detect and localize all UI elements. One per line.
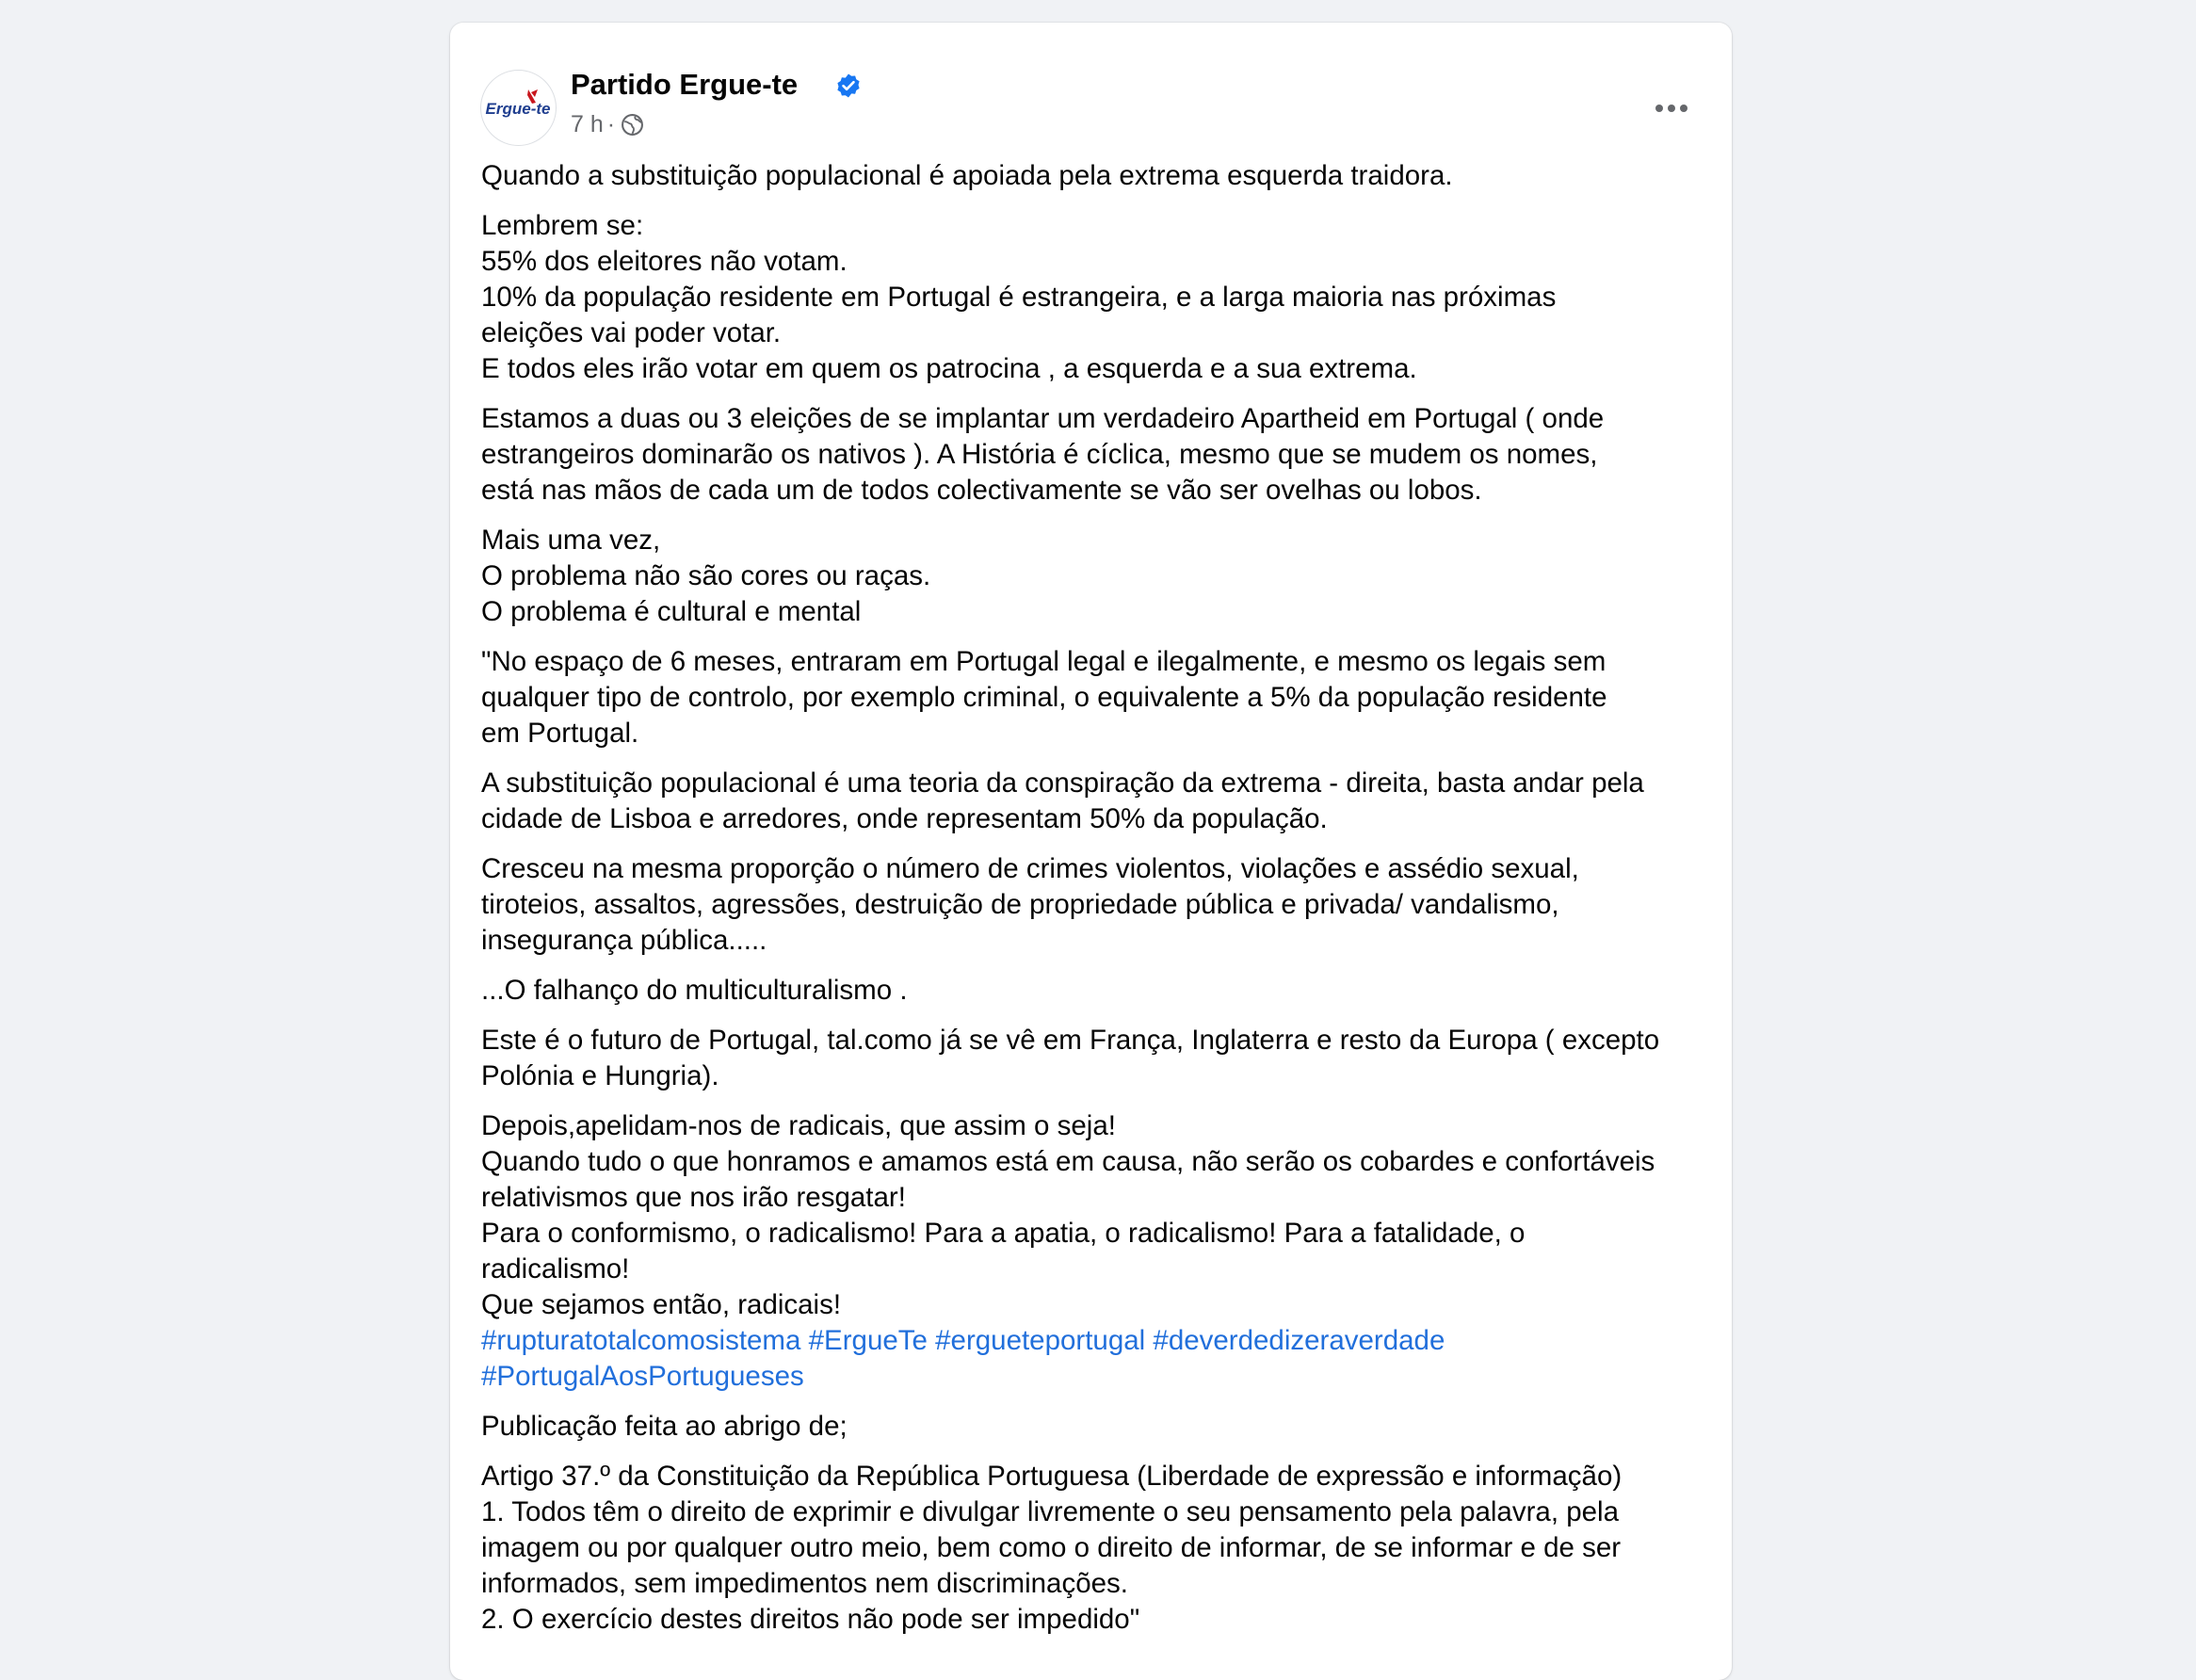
text-line: 1. Todos têm o direito de exprimir e divulgar livremente o seu pensamento pela palavra, pela — [481, 1496, 1619, 1527]
text-line: insegurança pública..... — [481, 925, 767, 956]
text-line: 55% dos eleitores não votam. — [481, 246, 848, 277]
text-line: tiroteios, assaltos, agressões, destruição de propriedade pública e privada/ vandalismo, — [481, 889, 1559, 920]
post-paragraph — [481, 851, 1705, 959]
avatar-text: Ergue-te — [485, 100, 551, 118]
post-paragraph — [481, 1023, 1705, 1094]
more-options-icon — [1655, 104, 1688, 113]
text-line: Polónia e Hungria). — [481, 1060, 719, 1091]
hashtag-link[interactable]: #PortugalAosPortugueses — [481, 1361, 804, 1392]
hashtag-line — [481, 1359, 1705, 1395]
text-line: O problema é cultural e mental — [481, 596, 862, 627]
post-paragraph — [481, 401, 1705, 509]
text-line: Estamos a duas ou 3 eleições de se implantar um verdadeiro Apartheid em Portugal ( onde — [481, 403, 1605, 434]
text-line: Que sejamos então, radicais! — [481, 1289, 842, 1320]
post-paragraph — [481, 158, 1705, 194]
post-text — [481, 158, 1705, 1652]
post-card — [450, 23, 1732, 1680]
text-line: 2. O exercício destes direitos não pode ser impedido" — [481, 1604, 1140, 1635]
text-line: Depois,apelidam-nos de radicais, que assim o seja! — [481, 1110, 1116, 1141]
text-line: ...O falhanço do multiculturalismo . — [481, 975, 908, 1006]
hashtag-link[interactable]: #ErgueTe — [808, 1325, 928, 1356]
text-line: "No espaço de 6 meses, entraram em Portugal legal e ilegalmente, e mesmo os legais sem — [481, 646, 1607, 677]
text-line: E todos eles irão votar em quem os patrocina , a esquerda e a sua extrema. — [481, 353, 1417, 384]
globe-icon[interactable] — [621, 113, 644, 137]
text-line: radicalismo! — [481, 1253, 630, 1284]
text-line: Cresceu na mesma proporção o número de crimes violentos, violações e assédio sexual, — [481, 853, 1579, 884]
avatar-logo — [481, 71, 556, 145]
post-timestamp[interactable]: 7 h — [571, 111, 604, 137]
text-line: estrangeiros dominarão os nativos ). A História é cíclica, mesmo que se mudem os nomes, — [481, 439, 1598, 470]
text-line: informados, sem impedimentos nem discriminações. — [481, 1568, 1128, 1599]
text-line: Quando a substituição populacional é apoiada pela extrema esquerda traidora. — [481, 160, 1453, 191]
page-avatar[interactable] — [480, 70, 557, 146]
hashtag-link[interactable]: #rupturatotalcomosistema — [481, 1325, 801, 1356]
text-line: qualquer tipo de controlo, por exemplo criminal, o equivalente a 5% da população residente — [481, 682, 1607, 713]
post-header — [480, 47, 1702, 151]
text-line: imagem ou por qualquer outro meio, bem como o direito de informar, de se informar e de ser — [481, 1532, 1622, 1563]
post-paragraph — [481, 644, 1705, 751]
post-paragraph — [481, 1459, 1705, 1638]
text-line: Para o conformismo, o radicalismo! Para a apatia, o radicalismo! Para a fatalidade, o — [481, 1218, 1526, 1249]
post-paragraph — [481, 1409, 1705, 1445]
text-line: A substituição populacional é uma teoria da conspiração da extrema - direita, basta andar pela — [481, 767, 1644, 799]
post-paragraph — [481, 766, 1705, 837]
post-paragraph — [481, 973, 1705, 1009]
verified-badge-icon — [835, 73, 862, 99]
text-line: está nas mãos de cada um de todos colectivamente se vão ser ovelhas ou lobos. — [481, 475, 1482, 506]
text-line: Publicação feita ao abrigo de; — [481, 1411, 848, 1442]
text-line: O problema não são cores ou raças. — [481, 560, 931, 591]
post-paragraph — [481, 1108, 1705, 1395]
more-options-button[interactable] — [1641, 78, 1702, 138]
post-paragraph — [481, 523, 1705, 630]
hashtag-link[interactable]: #deverdedizeraverdade — [1153, 1325, 1445, 1356]
hashtag-line — [481, 1323, 1705, 1359]
meta-separator: · — [606, 111, 616, 137]
text-line: eleições vai poder votar. — [481, 317, 782, 348]
text-line: Lembrem se: — [481, 210, 644, 241]
text-line: relativismos que nos irão resgatar! — [481, 1182, 906, 1213]
hashtag-link[interactable]: #ergueteportugal — [935, 1325, 1146, 1356]
text-line: Mais uma vez, — [481, 525, 661, 556]
post-meta — [571, 111, 644, 138]
text-line: em Portugal. — [481, 718, 639, 749]
text-line: 10% da população residente em Portugal é estrangeira, e a larga maioria nas próximas — [481, 282, 1557, 313]
text-line: Artigo 37.º da Constituição da República Portuguesa (Liberdade de expressão e informação) — [481, 1461, 1623, 1492]
page-name[interactable]: Partido Ergue-te — [571, 68, 799, 101]
text-line: cidade de Lisboa e arredores, onde representam 50% da população. — [481, 803, 1328, 834]
text-line: Quando tudo o que honramos e amamos está em causa, não serão os cobardes e confortáveis — [481, 1146, 1655, 1177]
text-line: Este é o futuro de Portugal, tal.como já se vê em França, Inglaterra e resto da Europa ( excepto — [481, 1025, 1660, 1056]
post-paragraph — [481, 208, 1705, 387]
